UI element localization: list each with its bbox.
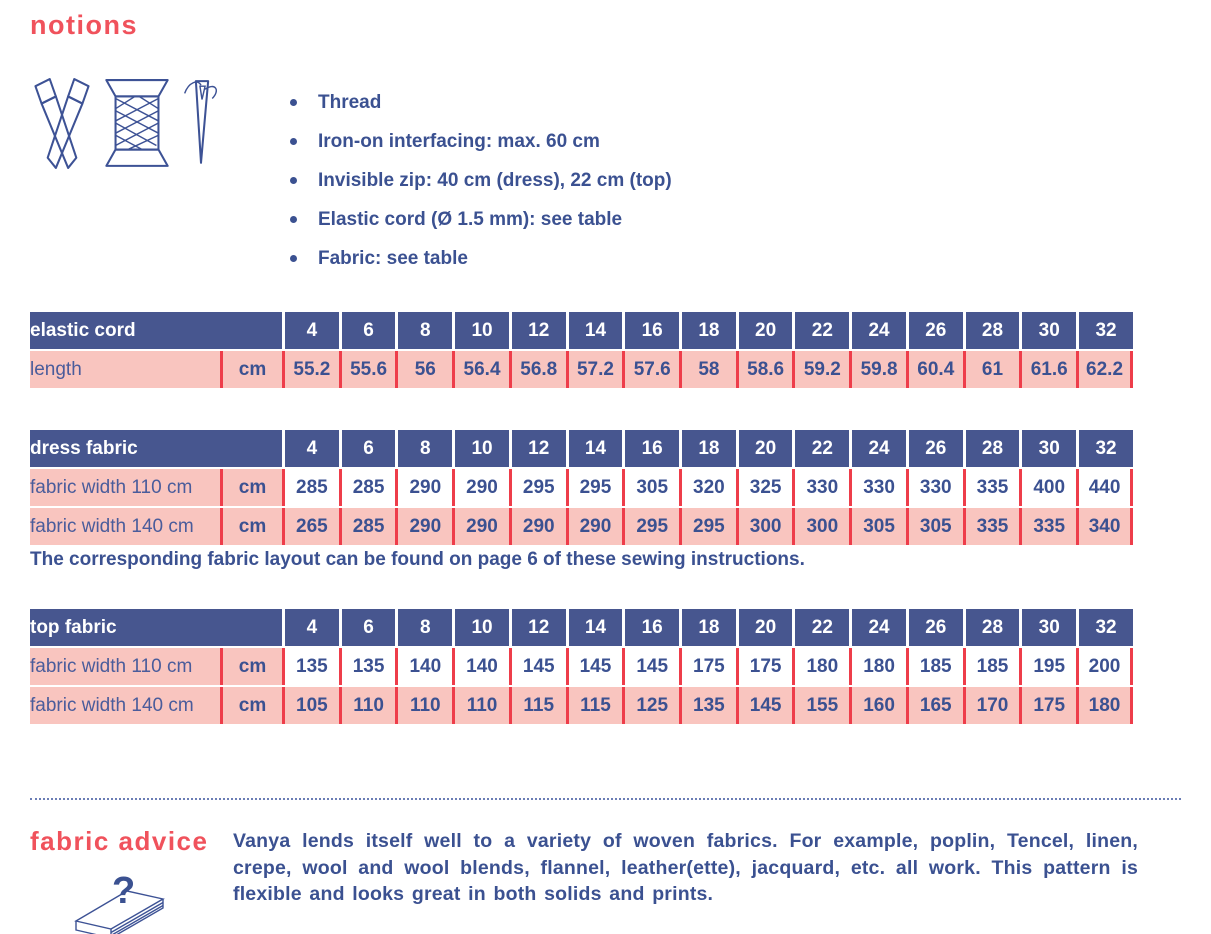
elastic-cord-size-header-30: 30 — [1019, 312, 1076, 349]
top-fabric-value-size-16: 145 — [622, 648, 679, 685]
top-fabric-value-size-30: 175 — [1019, 687, 1076, 724]
elastic-cord-size-header-8: 8 — [395, 312, 452, 349]
bullet-dot — [290, 99, 297, 106]
dress-fabric-value-size-4: 285 — [282, 469, 339, 506]
top-fabric-value-size-22: 180 — [792, 648, 849, 685]
dress-fabric-value-size-32: 340 — [1076, 508, 1133, 545]
elastic-cord-value-size-32: 62.2 — [1076, 351, 1133, 388]
elastic-cord-size-header-24: 24 — [849, 312, 906, 349]
fabric-question-icon-wrap — [70, 865, 233, 934]
dress-fabric-row-unit: cm — [220, 508, 282, 545]
top-fabric-value-size-4: 135 — [282, 648, 339, 685]
thread-spool-icon — [104, 77, 170, 171]
fabric-advice-section — [30, 826, 1181, 934]
dress-fabric-size-header-14: 14 — [566, 430, 623, 467]
dress-fabric-size-header-24: 24 — [849, 430, 906, 467]
top-fabric-row-0 — [30, 648, 1133, 685]
top-fabric-row-label: fabric width 140 cm — [30, 687, 220, 724]
dress-fabric-value-size-12: 295 — [509, 469, 566, 506]
top-fabric-row-unit: cm — [220, 648, 282, 685]
notion-item-2 — [290, 161, 672, 200]
dress-fabric-value-size-4: 265 — [282, 508, 339, 545]
top-fabric-size-header-18: 18 — [679, 609, 736, 646]
top-fabric-value-size-28: 170 — [963, 687, 1020, 724]
notion-item-label: Elastic cord (Ø 1.5 mm): see table — [318, 208, 623, 230]
top-fabric-size-header-32: 32 — [1076, 609, 1133, 646]
notion-item-3 — [290, 200, 672, 239]
top-fabric-size-header-22: 22 — [792, 609, 849, 646]
elastic-cord-size-header-20: 20 — [736, 312, 793, 349]
top-fabric-value-size-32: 200 — [1076, 648, 1133, 685]
top-fabric-table — [30, 607, 1133, 726]
notion-item-label: Fabric: see table — [318, 247, 468, 269]
elastic-cord-size-header-14: 14 — [566, 312, 623, 349]
elastic-cord-value-size-6: 55.6 — [339, 351, 396, 388]
elastic-cord-row-label: length — [30, 351, 220, 388]
elastic-cord-value-size-22: 59.2 — [792, 351, 849, 388]
elastic-cord-size-header-16: 16 — [622, 312, 679, 349]
dress-fabric-size-header-32: 32 — [1076, 430, 1133, 467]
dress-fabric-row-unit: cm — [220, 469, 282, 506]
dress-fabric-size-header-16: 16 — [622, 430, 679, 467]
elastic-cord-value-size-20: 58.6 — [736, 351, 793, 388]
top-fabric-size-header-20: 20 — [736, 609, 793, 646]
elastic-cord-value-size-26: 60.4 — [906, 351, 963, 388]
dotted-divider — [30, 798, 1181, 800]
dress-fabric-value-size-16: 305 — [622, 469, 679, 506]
top-fabric-value-size-18: 175 — [679, 648, 736, 685]
top-fabric-value-size-30: 195 — [1019, 648, 1076, 685]
dress-fabric-value-size-18: 295 — [679, 508, 736, 545]
top-fabric-size-header-4: 4 — [282, 609, 339, 646]
bullet-dot — [290, 216, 297, 223]
elastic-cord-row-0 — [30, 351, 1133, 388]
elastic-cord-size-header-4: 4 — [282, 312, 339, 349]
top-fabric-value-size-26: 165 — [906, 687, 963, 724]
dress-fabric-value-size-28: 335 — [963, 469, 1020, 506]
top-fabric-table-section — [30, 607, 1181, 726]
top-fabric-value-size-16: 125 — [622, 687, 679, 724]
top-fabric-value-size-20: 145 — [736, 687, 793, 724]
dress-fabric-value-size-6: 285 — [339, 469, 396, 506]
dress-fabric-value-size-16: 295 — [622, 508, 679, 545]
dress-fabric-table-section — [30, 428, 1181, 571]
dress-fabric-size-header-10: 10 — [452, 430, 509, 467]
dress-fabric-value-size-10: 290 — [452, 469, 509, 506]
dress-fabric-title: dress fabric — [30, 430, 282, 467]
dress-fabric-row-1 — [30, 508, 1133, 545]
top-fabric-size-header-14: 14 — [566, 609, 623, 646]
top-fabric-size-header-28: 28 — [963, 609, 1020, 646]
dress-fabric-size-header-4: 4 — [282, 430, 339, 467]
top-fabric-value-size-8: 140 — [395, 648, 452, 685]
dress-fabric-size-header-26: 26 — [906, 430, 963, 467]
elastic-cord-size-header-18: 18 — [679, 312, 736, 349]
dress-fabric-value-size-22: 300 — [792, 508, 849, 545]
top-fabric-value-size-28: 185 — [963, 648, 1020, 685]
top-fabric-value-size-8: 110 — [395, 687, 452, 724]
dress-fabric-value-size-8: 290 — [395, 508, 452, 545]
elastic-cord-size-header-22: 22 — [792, 312, 849, 349]
dress-fabric-value-size-22: 330 — [792, 469, 849, 506]
elastic-cord-size-header-12: 12 — [509, 312, 566, 349]
question-mark-glyph: ? — [112, 870, 136, 912]
top-fabric-size-header-24: 24 — [849, 609, 906, 646]
dress-fabric-row-label: fabric width 140 cm — [30, 508, 220, 545]
dress-fabric-value-size-20: 300 — [736, 508, 793, 545]
scissors-icon — [30, 77, 94, 171]
top-fabric-size-header-26: 26 — [906, 609, 963, 646]
top-fabric-value-size-10: 140 — [452, 648, 509, 685]
elastic-cord-value-size-12: 56.8 — [509, 351, 566, 388]
top-fabric-title: top fabric — [30, 609, 282, 646]
elastic-cord-size-header-32: 32 — [1076, 312, 1133, 349]
notion-item-label: Invisible zip: 40 cm (dress), 22 cm (top) — [318, 169, 672, 191]
top-fabric-value-size-18: 135 — [679, 687, 736, 724]
top-fabric-value-size-22: 155 — [792, 687, 849, 724]
elastic-cord-value-size-14: 57.2 — [566, 351, 623, 388]
dress-fabric-size-header-6: 6 — [339, 430, 396, 467]
elastic-cord-table-section — [30, 310, 1181, 390]
dress-fabric-size-header-12: 12 — [509, 430, 566, 467]
dress-fabric-size-header-20: 20 — [736, 430, 793, 467]
top-fabric-value-size-24: 160 — [849, 687, 906, 724]
top-fabric-size-header-16: 16 — [622, 609, 679, 646]
top-fabric-row-label: fabric width 110 cm — [30, 648, 220, 685]
top-fabric-row-1 — [30, 687, 1133, 724]
notion-item-1 — [290, 122, 672, 161]
top-fabric-value-size-24: 180 — [849, 648, 906, 685]
dress-fabric-value-size-18: 320 — [679, 469, 736, 506]
notions-list — [230, 77, 672, 278]
bullet-dot — [290, 177, 297, 184]
top-fabric-value-size-4: 105 — [282, 687, 339, 724]
fabric-advice-left — [30, 826, 233, 934]
dress-fabric-size-header-22: 22 — [792, 430, 849, 467]
top-fabric-value-size-14: 115 — [566, 687, 623, 724]
top-fabric-value-size-6: 110 — [339, 687, 396, 724]
dress-fabric-value-size-14: 295 — [566, 469, 623, 506]
dress-fabric-value-size-30: 335 — [1019, 508, 1076, 545]
elastic-cord-value-size-4: 55.2 — [282, 351, 339, 388]
top-fabric-value-size-10: 110 — [452, 687, 509, 724]
dress-fabric-value-size-10: 290 — [452, 508, 509, 545]
elastic-cord-value-size-10: 56.4 — [452, 351, 509, 388]
top-fabric-value-size-14: 145 — [566, 648, 623, 685]
notion-item-4 — [290, 239, 672, 278]
dress-fabric-value-size-32: 440 — [1076, 469, 1133, 506]
top-fabric-value-size-6: 135 — [339, 648, 396, 685]
elastic-cord-value-size-30: 61.6 — [1019, 351, 1076, 388]
top-fabric-size-header-12: 12 — [509, 609, 566, 646]
dress-fabric-value-size-30: 400 — [1019, 469, 1076, 506]
dress-fabric-value-size-14: 290 — [566, 508, 623, 545]
top-fabric-value-size-20: 175 — [736, 648, 793, 685]
bullet-dot — [290, 255, 297, 262]
dress-fabric-value-size-6: 285 — [339, 508, 396, 545]
fabric-advice-heading: fabric advice — [30, 826, 209, 856]
dress-fabric-value-size-8: 290 — [395, 469, 452, 506]
top-fabric-value-size-26: 185 — [906, 648, 963, 685]
top-fabric-size-header-30: 30 — [1019, 609, 1076, 646]
dress-fabric-row-label: fabric width 110 cm — [30, 469, 220, 506]
dress-fabric-size-header-8: 8 — [395, 430, 452, 467]
dress-fabric-value-size-12: 290 — [509, 508, 566, 545]
dress-fabric-value-size-24: 330 — [849, 469, 906, 506]
dress-fabric-value-size-28: 335 — [963, 508, 1020, 545]
dress-fabric-value-size-20: 325 — [736, 469, 793, 506]
notion-item-label: Iron-on interfacing: max. 60 cm — [318, 130, 600, 152]
dress-fabric-size-header-28: 28 — [963, 430, 1020, 467]
elastic-cord-value-size-24: 59.8 — [849, 351, 906, 388]
elastic-cord-value-size-16: 57.6 — [622, 351, 679, 388]
dress-fabric-value-size-26: 305 — [906, 508, 963, 545]
elastic-cord-table — [30, 310, 1133, 390]
elastic-cord-title: elastic cord — [30, 312, 282, 349]
elastic-cord-value-size-28: 61 — [963, 351, 1020, 388]
top-fabric-size-header-10: 10 — [452, 609, 509, 646]
elastic-cord-size-header-10: 10 — [452, 312, 509, 349]
dress-fabric-row-0 — [30, 469, 1133, 506]
dress-fabric-value-size-26: 330 — [906, 469, 963, 506]
fabric-advice-text: Vanya lends itself well to a variety of woven fabrics. For example, poplin, Tencel, linen, crepe, wool and wool blends, flannel, leather(ette), jacquard, etc. all work. This pattern is flexible and looks great in both solids and prints. — [233, 830, 1138, 905]
top-fabric-value-size-12: 145 — [509, 648, 566, 685]
elastic-cord-size-header-6: 6 — [339, 312, 396, 349]
top-fabric-size-header-6: 6 — [339, 609, 396, 646]
top-fabric-row-unit: cm — [220, 687, 282, 724]
bullet-dot — [290, 138, 297, 145]
fabric-question-icon — [70, 865, 170, 934]
notions-icons — [30, 77, 230, 278]
top-fabric-value-size-32: 180 — [1076, 687, 1133, 724]
top-fabric-value-size-12: 115 — [509, 687, 566, 724]
top-fabric-size-header-8: 8 — [395, 609, 452, 646]
elastic-cord-size-header-26: 26 — [906, 312, 963, 349]
elastic-cord-row-unit: cm — [220, 351, 282, 388]
notion-item-label: Thread — [318, 91, 382, 113]
elastic-cord-value-size-8: 56 — [395, 351, 452, 388]
dress-fabric-table — [30, 428, 1133, 547]
elastic-cord-value-size-18: 58 — [679, 351, 736, 388]
dress-fabric-size-header-18: 18 — [679, 430, 736, 467]
notions-section — [30, 77, 1181, 278]
dress-fabric-value-size-24: 305 — [849, 508, 906, 545]
elastic-cord-size-header-28: 28 — [963, 312, 1020, 349]
dress-fabric-size-header-30: 30 — [1019, 430, 1076, 467]
notion-item-0 — [290, 83, 672, 122]
fabric-layout-note: The corresponding fabric layout can be found on page 6 of these sewing instructions. — [30, 549, 805, 570]
notions-heading: notions — [30, 10, 138, 40]
needle-icon — [180, 77, 222, 171]
